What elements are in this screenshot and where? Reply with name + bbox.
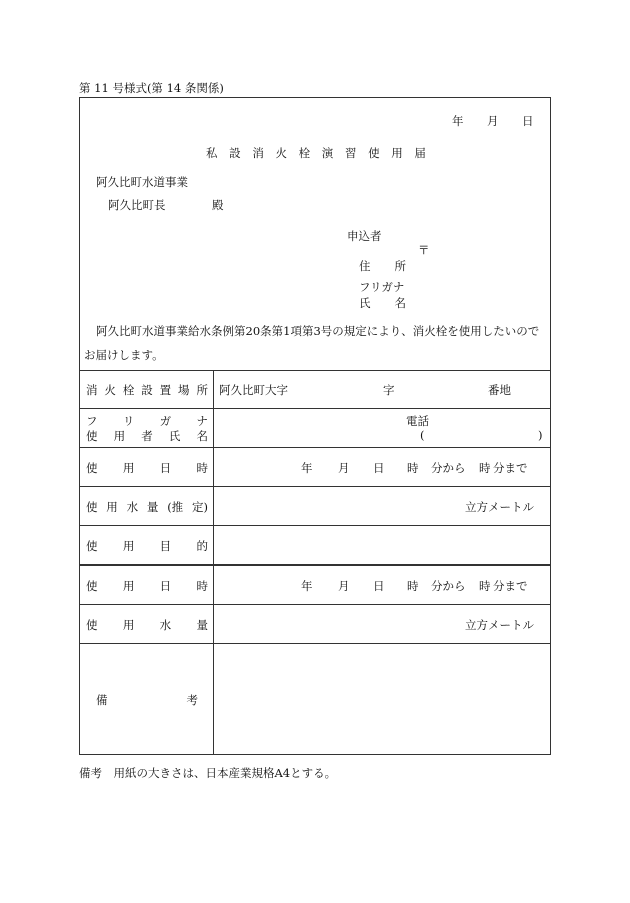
name-label: 氏 名 [359, 296, 406, 310]
divider [79, 643, 551, 644]
divider [79, 486, 551, 487]
user-furigana-label: フ リ ガ ナ [86, 414, 208, 428]
addressee-org: 阿久比町水道事業 [96, 175, 188, 189]
addressee-honorific: 殿 [212, 198, 224, 212]
column-divider [213, 370, 214, 755]
location-aza: 字 [383, 383, 395, 397]
statement-line1: 阿久比町水道事業給水条例第20条第1項第3号の規定により、消火栓を使用したいので [96, 324, 540, 338]
divider [79, 370, 551, 371]
location-banchi: 番地 [488, 383, 511, 397]
usage-datetime-label-2: 使 用 日 時 [86, 579, 208, 593]
footnote: 備考 用紙の大きさは、日本産業規格A4とする。 [79, 766, 337, 780]
statement-line2: お届けします。 [84, 348, 164, 362]
furigana-label: フリガナ [359, 280, 405, 294]
address-label: 住 所 [359, 259, 406, 273]
applicant-label: 申込者 [347, 229, 382, 243]
phone-paren-close: ) [538, 428, 543, 442]
date-day: 日 [522, 114, 534, 128]
form-id: 第 11 号様式(第 14 条関係) [79, 81, 224, 95]
remarks-label: 備 考 [96, 693, 198, 707]
user-name-label: 使 用 者 氏 名 [86, 429, 208, 443]
usage-volume-est-label: 使 用 水 量 (推 定) [86, 500, 208, 514]
usage-volume-est-unit: 立方メートル [465, 500, 534, 514]
form-title: 私 設 消 火 栓 演 習 使 用 届 [206, 146, 426, 160]
phone-paren-open: ( [420, 428, 425, 442]
usage-purpose-label: 使 用 目 的 [86, 539, 208, 553]
usage-datetime-label: 使 用 日 時 [86, 461, 208, 475]
divider [79, 408, 551, 409]
usage-datetime-value-2: 年 月 日 時 分から 時 分まで [301, 579, 528, 593]
addressee-person: 阿久比町長 [108, 198, 166, 212]
date-year: 年 [452, 114, 464, 128]
date-month: 月 [487, 114, 499, 128]
usage-volume-unit: 立方メートル [465, 618, 534, 632]
phone-label: 電話 [406, 414, 429, 428]
divider [79, 525, 551, 526]
usage-datetime-value: 年 月 日 時 分から 時 分まで [301, 461, 528, 475]
divider [79, 604, 551, 605]
location-label: 消 火 栓 設 置 場 所 [86, 383, 208, 397]
divider-thick [79, 564, 551, 566]
postal-mark: 〒 [418, 243, 430, 257]
divider [79, 447, 551, 448]
location-prefix: 阿久比町大字 [219, 383, 288, 397]
usage-volume-label: 使 用 水 量 [86, 618, 208, 632]
